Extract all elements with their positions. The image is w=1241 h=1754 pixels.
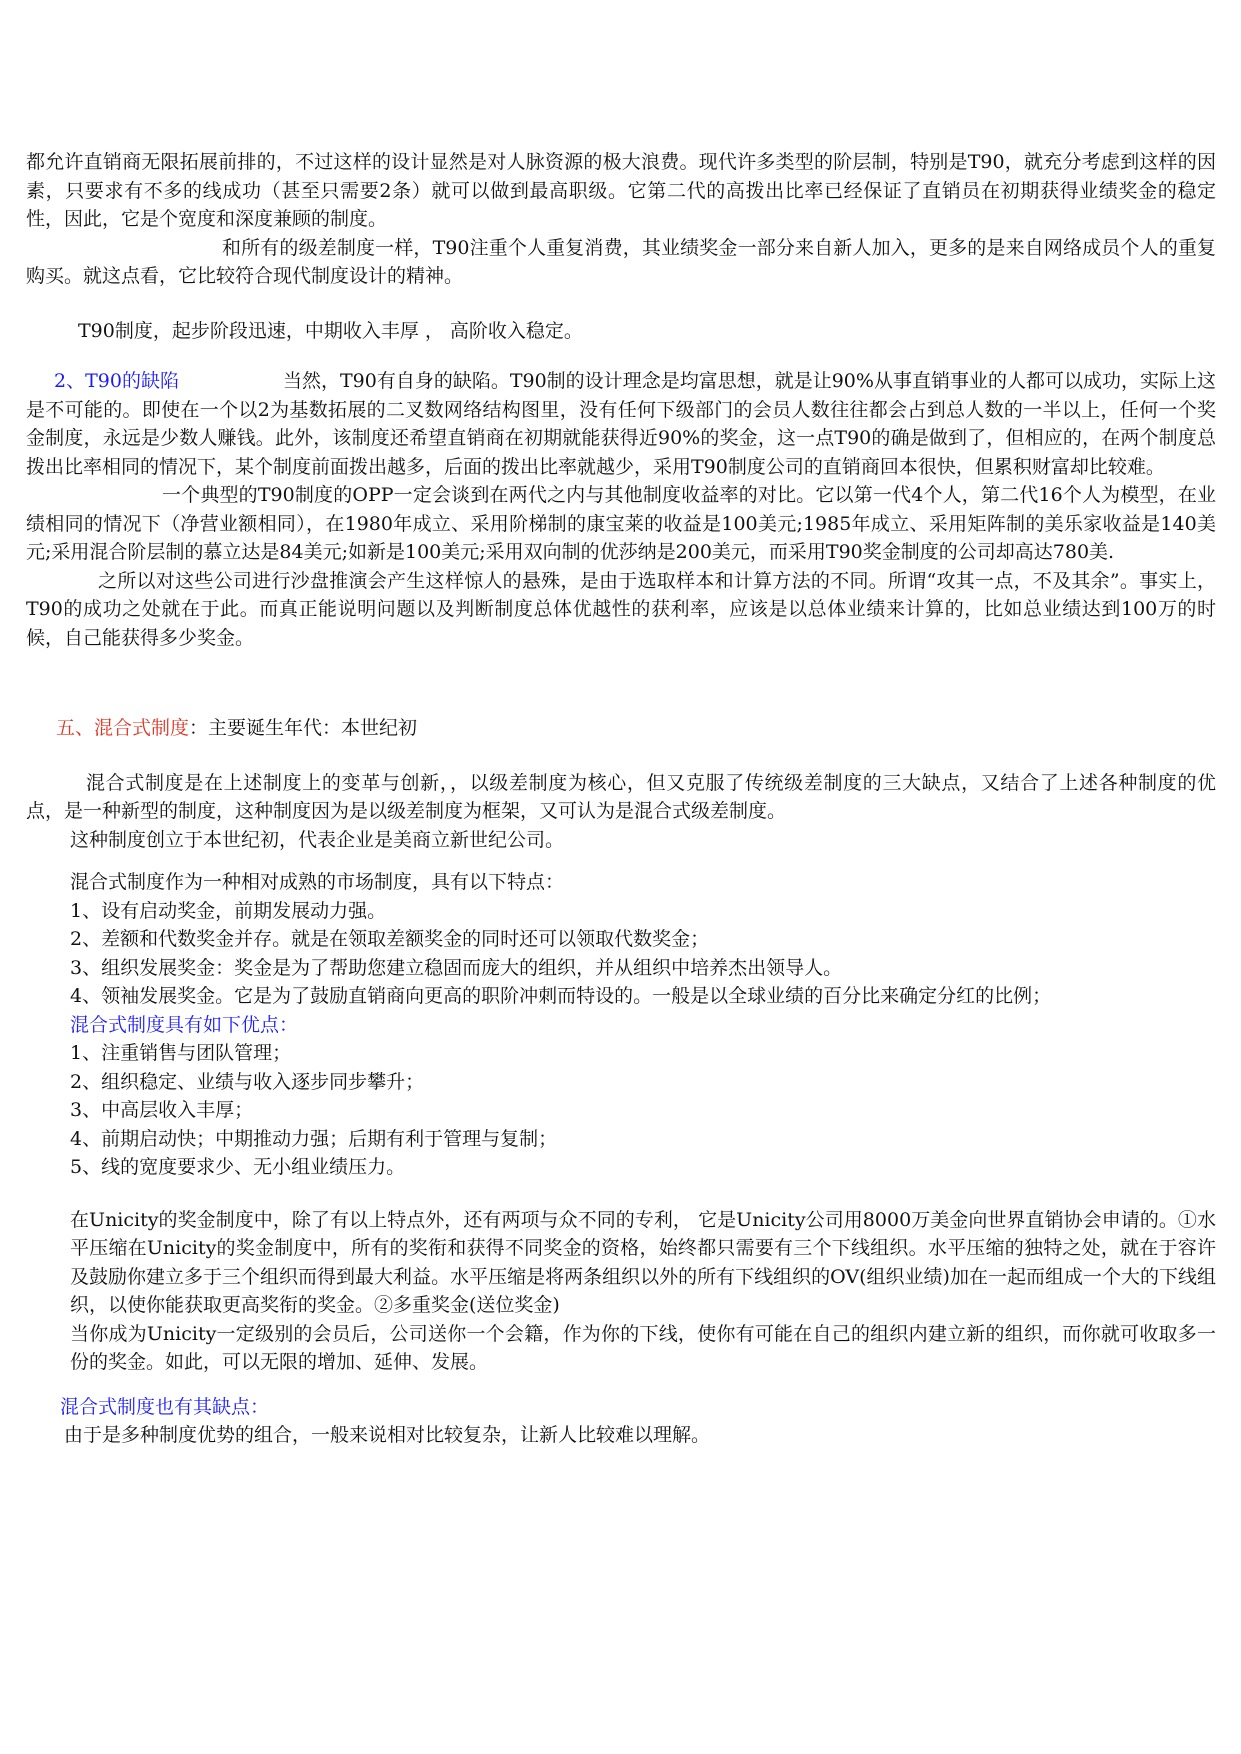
paragraph-hybrid-intro: 混合式制度是在上述制度上的变革与创新，，以级差制度为核心，但又克服了传统级差制度的三大缺点，又结合了上述各种制度的优点，是一种新型的制度，这种制度因为是以级差制度为框架，又可认为是混合式级差制度。: [26, 771, 1216, 822]
features-lead: 混合式制度作为一种相对成熟的市场制度，具有以下特点：: [70, 871, 565, 893]
paragraph-t90-opp-comparison: 一个典型的T90制度的OPP一定会谈到在两代之内与其他制度收益率的对比。它以第一代4个人，第二代16个人为模型，在业绩相同的情况下（净营业额相同），在1980年成立、采用阶梯制的康宝莱的收益是100美元;1985年成立、采用矩阵制的美乐家收益是140美元;采用混合阶层制的慕立达是84美元;如新是100美元;采用双向制的优莎纳是200美元，而采用T90奖金制度的公司却高达780美.: [26, 484, 1216, 563]
paragraph-t90-defects: [26, 367, 1216, 481]
paragraph-unicity-patents: 在Unicity的奖金制度中，除了有以上特点外，还有两项与众不同的专利， 它是Unicity公司用8000万美金向世界直销协会申请的。①水平压缩在Unicity的奖金制度中，所有的奖衔和获得不同奖金的资格，始终都只需要有三个下线组织。水平压缩的独特之处，就在于容许及鼓励你建立多于三个组织而得到最大利益。水平压缩是将两条组织以外的所有下线组织的OV(组织业绩)加在一起而组成一个大的下线组织，以使你能获取更高奖衔的奖金。②多重奖金(送位奖金): [70, 1208, 1216, 1316]
advantages-title: 混合式制度具有如下优点：: [70, 1013, 299, 1036]
heading-t90-defects: 2、T90的缺陷: [54, 370, 179, 392]
heading-hybrid-red: 五、混合式制度: [56, 717, 190, 739]
paragraph-t90-sandbox: 之所以对这些公司进行沙盘推演会产生这样惊人的悬殊，是由于选取样本和计算方法的不同。所谓“攻其一点，不及其余”。事实上，T90的成功之处就在于此。而真正能说明问题以及判断制度总体优越性的获利率，应该是以总体业绩来计算的，比如总业绩达到100万的时候，自己能获得多少奖金。: [26, 569, 1216, 649]
paragraph-t90-defects-text: 当然，T90有自身的缺陷。T90制的设计理念是均富思想，就是让90%从事直销事业的人都可以成功，实际上这是不可能的。即使在一个以2为基数拓展的二叉数网络结构图里，没有任何下级部门的会员人数往往都会占到总人数的一半以上，任何一个奖金制度，永远是少数人赚钱。此外，该制度还希望直销商在初期就能获得近90%的奖金，这一点T90的确是做到了，但相应的，在两个制度总拨出比率相同的情况下，某个制度前面拨出越多，后面的拨出比率就越少，采用T90制度公司的直销商回本很快，但累积财富却比较难。: [26, 370, 1216, 478]
document-page: [26, 148, 1216, 1450]
list-item: 1、设有启动奖金，前期发展动力强。: [70, 899, 387, 922]
list-item: 2、组织稳定、业绩与收入逐步同步攀升；: [70, 1070, 425, 1093]
t90-summary: T90制度，起步阶段迅速，中期收入丰厚 ， 高阶收入稳定。: [78, 319, 583, 342]
heading-hybrid-system: [26, 714, 1216, 743]
advantages-list: [26, 1039, 1216, 1182]
paragraph-hybrid-founded: 这种制度创立于本世纪初，代表企业是美商立新世纪公司。: [70, 828, 565, 851]
features-list: [26, 897, 1216, 1011]
list-item: 4、领袖发展奖金。它是为了鼓励直销商向更高的职阶冲刺而特设的。一般是以全球业绩的百分比来确定分红的比例；: [70, 985, 1052, 1007]
disadvantages-title: 混合式制度也有其缺点：: [60, 1395, 270, 1418]
list-item: 3、组织发展奖金：奖金是为了帮助您建立稳固而庞大的组织，并从组织中培养杰出领导人。: [70, 956, 843, 979]
list-item: 1、注重销售与团队管理；: [70, 1042, 292, 1064]
heading-hybrid-era: ：主要诞生年代：本世纪初: [189, 717, 418, 739]
disadvantages-text: 由于是多种制度优势的组合，一般来说相对比较复杂，让新人比较难以理解。: [64, 1424, 711, 1446]
paragraph-t90-width-depth: 都允许直销商无限拓展前排的，不过这样的设计显然是对人脉资源的极大浪费。现代许多类型的阶层制，特别是T90，就充分考虑到这样的因素，只要求有不多的线成功（甚至只需要2条）就可以做到最高职级。它第二代的高拨出比率已经保证了直销员在初期获得业绩奖金的稳定性，因此，它是个宽度和深度兼顾的制度。: [26, 151, 1216, 230]
paragraph-unicity-membership: 当你成为Unicity一定级别的会员后，公司送你一个会籍，作为你的下线，使你有可能在自己的组织内建立新的组织，而你就可收取多一份的奖金。如此，可以无限的增加、延伸、发展。: [70, 1322, 1216, 1373]
list-item: 5、线的宽度要求少、无小组业绩压力。: [70, 1156, 406, 1178]
list-item: 3、中高层收入丰厚；: [70, 1099, 254, 1121]
paragraph-t90-repeat-consumption: 和所有的级差制度一样，T90注重个人重复消费，其业绩奖金一部分来自新人加入，更多的是来自网络成员个人的重复购买。就这点看，它比较符合现代制度设计的精神。: [26, 236, 1216, 287]
list-item: 2、差额和代数奖金并存。就是在领取差额奖金的同时还可以领取代数奖金；: [70, 928, 710, 950]
list-item: 4、前期启动快；中期推动力强；后期有利于管理与复制；: [70, 1127, 558, 1150]
